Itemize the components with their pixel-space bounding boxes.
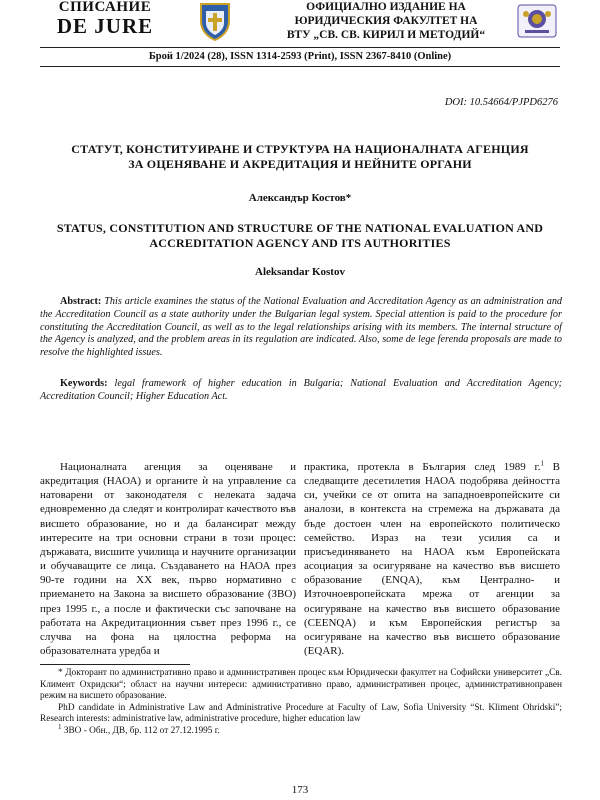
footnote-author-en: PhD candidate in Administrative Law and Administrative Procedure at Faculty of Law, Sofia University “St. Kliment Ohridski”; Research interests: administrative law, administrative procedure, higher education law: [40, 702, 562, 725]
title-bg-line-1: СТАТУТ, КОНСТИТУИРАНЕ И СТРУКТУРА НА НАЦИОНАЛНАТА АГЕНЦИЯ: [71, 142, 529, 156]
official-line-2: ЮРИДИЧЕСКИЯ ФАКУЛТЕТ НА: [294, 15, 478, 27]
body-column-left: Националната агенция за оценяване и акредитация (НАОА) и органите ѝ на управление са натоварени от законодателя с нелеката задача едновременно да следят и контролират качеството във висшето образование, но и да балансират между интересите на три основни страни в този процес: държавата, висшите училища и научните организации и обучаващите се лица. Създаването на НАОА през 90-те години на XX век, първо нормативно с приемането на Закона за висшето образование (ЗВО) през 1995 г., а после и фактически със започване на работата на Акредитационния съвет през 1996 г., се случва на фона на цялостна реформа на образователната уредба и: [40, 461, 296, 658]
title-bg-line-2: ЗА ОЦЕНЯВАНЕ И АКРЕДИТАЦИЯ И НЕЙНИТЕ ОРГАНИ: [128, 157, 472, 171]
footnote-rule: [40, 664, 190, 665]
body-column-right: [304, 460, 560, 658]
footnote-ref-1[interactable]: 1: [540, 459, 544, 468]
header-rule: [40, 47, 560, 48]
abstract-label: Abstract:: [60, 296, 102, 307]
footnote-1-text: ЗВО - Обн., ДВ, бр. 112 от 27.12.1995 г.: [61, 725, 220, 736]
article-title-en: [40, 221, 560, 251]
abstract-text: This article examines the status of the National Evaluation and Accreditation Agency as an administration and the Accreditation Council as a state authority under the Bulgarian legal system. Special attention is paid to the procedure for constituting the Accreditation Council, as well as to the legal relationships arising with its members. The internal structure of the Agency is analyzed, and the problem areas in its regulation are indicated. Also, some de lege ferenda proposals are made to resolve the highlighted issues.: [40, 296, 563, 359]
footnotes: [40, 668, 562, 738]
issue-rule: [40, 66, 560, 67]
journal-brand: [40, 0, 170, 37]
footnote-1: [40, 722, 562, 738]
footnote-author-bg: * Докторант по административно право и административен процес към Юридически факултет на Софийски университет „Св. Климент Охридски“; област на научни интереси: административно право, административен процес, административноправен режим на висшето образование.: [40, 668, 562, 702]
title-en-line-1: STATUS, CONSTITUTION AND STRUCTURE OF THE NATIONAL EVALUATION AND: [56, 221, 544, 235]
page-number: 173: [291, 784, 309, 796]
official-line-1: ОФИЦИАЛНО ИЗДАНИЕ НА: [306, 1, 466, 13]
body-right-start: практика, протекла в България след 1989 г.: [304, 461, 541, 473]
abstract: [40, 296, 562, 360]
author-bg: Александър Костов*: [248, 192, 352, 204]
author-en: Aleksandar Kostov: [255, 266, 345, 278]
official-line-3: ВТУ „СВ. СВ. КИРИЛ И МЕТОДИЙ“: [286, 29, 486, 41]
university-crest-icon: [198, 1, 232, 46]
faculty-emblem-icon: [517, 4, 557, 43]
body-right-rest: В следващите десетилетия НАОА подобрява дейността си, учейки се от опита на западноевропейските си аналози, в контекста на стремежа на държавата да бъде достоен член на европейското политическо семейство. Израз на тези усилия са и присъединяването на НАОА към Европейската асоциация за осигуряване на качество във висшето образование (ENQA), към Централно- и Източноевропейската мрежа от агенции за осигуряване на качество във висшето образование (CEENQA) и към Европейския регистър за осигуряване на качество във висшето образование (EQAR).: [304, 461, 561, 658]
issue-line: Брой 1/2024 (28), ISSN 1314-2593 (Print), ISSN 2367-8410 (Online): [148, 51, 452, 62]
brand-line-2: DE JURE: [56, 14, 154, 38]
footnote-1-mark: 1: [58, 722, 62, 731]
keywords: [40, 378, 562, 404]
article-title-bg: [50, 142, 550, 172]
doi: DOI: 10.54664/PJPD6276: [444, 97, 558, 108]
brand-line-1: СПИСАНИЕ: [58, 0, 152, 15]
journal-header: [0, 0, 600, 46]
keywords-label: Keywords:: [60, 378, 108, 389]
title-en-line-2: ACCREDITATION AGENCY AND ITS AUTHORITIES: [149, 236, 451, 250]
official-edition-note: [262, 0, 510, 42]
keywords-text: legal framework of higher education in Bulgaria; National Evaluation and Accreditation Agency; Accreditation Council; Higher Education Act.: [40, 378, 562, 402]
